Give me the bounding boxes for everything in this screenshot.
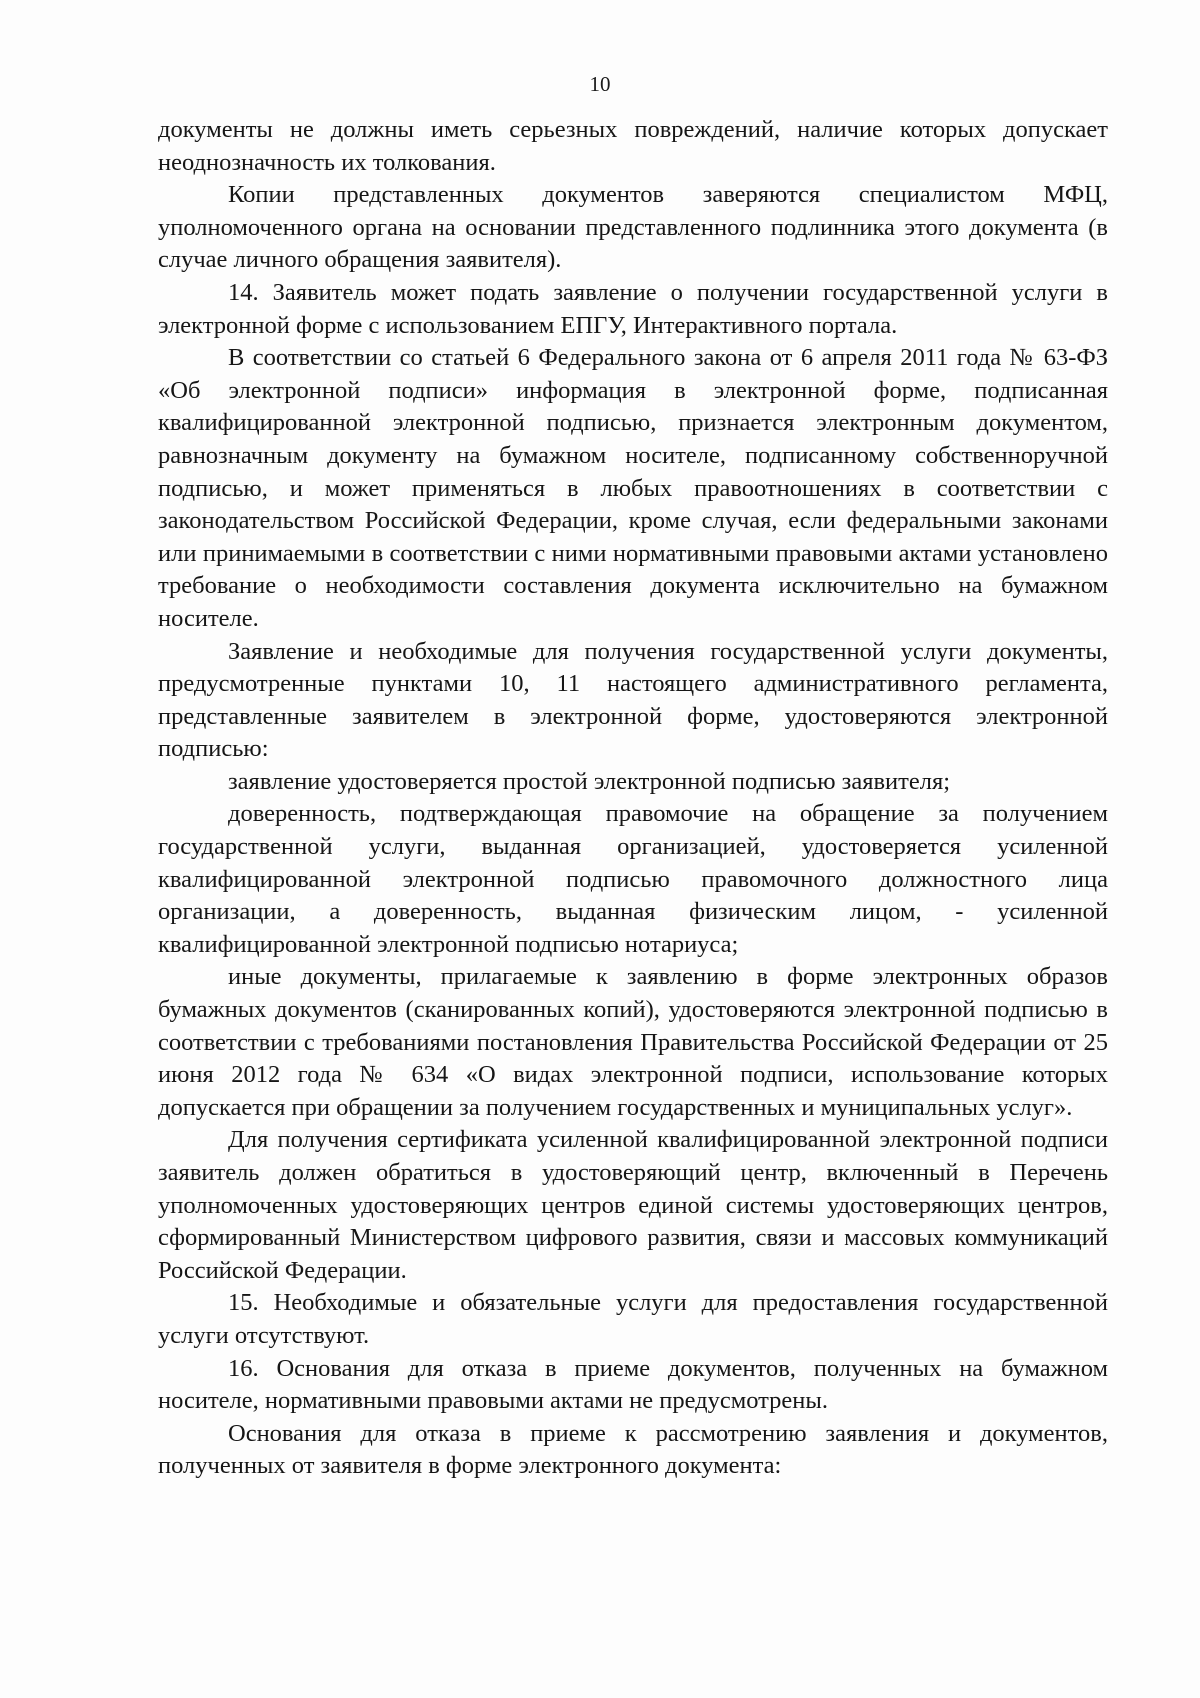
page-number: 10 bbox=[589, 72, 611, 96]
paragraph-other-documents: иные документы, прилагаемые к заявлению в форме электронных образов бумажных документов (сканированных копий), удостоверяются электронной подписью в соответствии с требованиями постановления Правительства Российской Федерации от 25 июня 2012 года № 634 «О видах электронной подписи, использование которых допускается при обращении за получением государственных и муниципальных услуг». bbox=[158, 963, 1108, 1121]
paragraph-application-signature: заявление удостоверяется простой электронной подписью заявителя; bbox=[228, 767, 951, 795]
paragraph-federal-law: В соответствии со статьей 6 Федерального закона от 6 апреля 2011 года № 63-ФЗ «Об электронной подписи» информация в электронной форме, подписанная квалифицированной электронной подписью, признается электронным документом, равнозначным документу на бумажном носителе, подписанному собственноручной подписью, и может применяться в любых правоотношениях в соответствии с законодательством Российской Федерации, кроме случая, если федеральными законами или принимаемыми в соответствии с ними нормативными правовыми актами установлено требование о необходимости составления документа исключительно на бумажном носителе. bbox=[158, 344, 1108, 632]
paragraph-item-15: 15. Необходимые и обязательные услуги для предоставления государственной услуги отсутствуют. bbox=[158, 1289, 1108, 1349]
paragraph-item-14: 14. Заявитель может подать заявление о получении государственной услуги в электронной форме с использованием ЕПГУ, Интерактивного портала. bbox=[158, 278, 1108, 339]
paragraph-item-16: 16. Основания для отказа в приеме документов, полученных на бумажном носителе, нормативными правовыми актами не предусмотрены. bbox=[158, 1354, 1108, 1415]
paragraph-certificate: Для получения сертификата усиленной квалифицированной электронной подписи заявитель должен обратиться в удостоверяющий центр, включенный в Перечень уполномоченных удостоверяющих центров единой системы удостоверяющих центров, сформированный Министерством цифрового развития, связи и массовых коммуникаций Российской Федерации. bbox=[158, 1126, 1108, 1284]
document-body bbox=[158, 114, 1108, 1483]
paragraph-copies-certification: Копии представленных документов заверяются специалистом МФЦ, уполномоченного органа на основании представленного подлинника этого документа (в случае личного обращения заявителя). bbox=[158, 181, 1108, 274]
paragraph-continuation: документы не должны иметь серьезных повреждений, наличие которых допускает неоднозначность их толкования. bbox=[158, 116, 1108, 176]
paragraph-power-of-attorney: доверенность, подтверждающая правомочие на обращение за получением государственной услуги, выданная организацией, удостоверяется усиленной квалифицированной электронной подписью правомочного должностного лица организации, а доверенность, выданная физическим лицом, - усиленной квалифицированной электронной подписью нотариуса; bbox=[158, 800, 1108, 958]
paragraph-electronic-signature: Заявление и необходимые для получения государственной услуги документы, предусмотренные пунктами 10, 11 настоящего административного регламента, представленные заявителем в электронной форме, удостоверяются электронной подписью: bbox=[158, 637, 1108, 763]
paragraph-refusal-grounds: Основания для отказа в приеме к рассмотрению заявления и документов, полученных от заявителя в форме электронного документа: bbox=[158, 1419, 1108, 1480]
